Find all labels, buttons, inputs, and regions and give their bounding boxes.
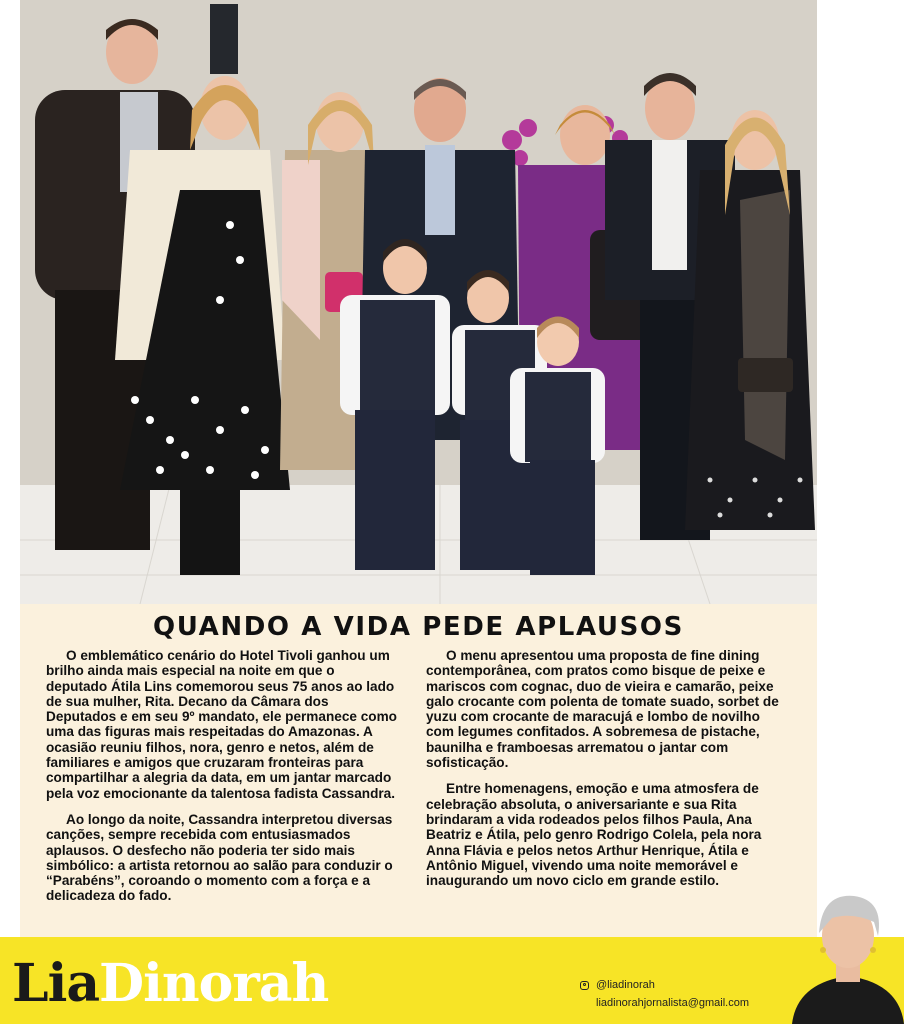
brand-first-name: Lia bbox=[12, 953, 100, 1014]
instagram-row[interactable] bbox=[580, 976, 749, 994]
family-photo-illustration bbox=[20, 0, 817, 604]
columnist-brand bbox=[12, 952, 328, 1016]
contact-info bbox=[580, 976, 749, 1012]
headline: QUANDO A VIDA PEDE APLAUSOS bbox=[153, 612, 684, 642]
paragraph: Ao longo da noite, Cassandra interpretou diversas canções, sempre recebida com entusiasmados aplausos. O desfecho não poderia ter sido mais simbólico: a artista retornou ao salão para conduzir o “Parabéns”, coroando o momento com a força e a delicadeza do fado. bbox=[46, 811, 393, 904]
instagram-icon bbox=[580, 981, 589, 990]
columnist-avatar bbox=[792, 888, 904, 1024]
instagram-handle[interactable]: @liadinorah bbox=[596, 979, 655, 991]
family-photo bbox=[20, 0, 817, 604]
email-address[interactable]: liadinorahjornalista@gmail.com bbox=[596, 997, 750, 1009]
article-right-column bbox=[426, 648, 784, 899]
paragraph: Entre homenagens, emoção e uma atmosfera de celebração absoluta, o aniversariante e sua Rita brindaram a vida rodeados pelos filhos Paula, Ana Beatriz e Átila, pelo genro Rodrigo Colela, pela nora Anna Flávia e pelos netos Arthur Henrique, Átila e Antônio Miguel, vivendo uma noite memorável e inaugurando um novo ciclo em grande estilo. bbox=[426, 781, 762, 889]
email-row[interactable] bbox=[580, 994, 749, 1012]
brand-last-name: Dinorah bbox=[99, 953, 329, 1014]
article-left-column bbox=[46, 648, 398, 915]
paragraph: O emblemático cenário do Hotel Tivoli ganhou um brilho ainda mais especial na noite em que o deputado Átila Lins comemorou seus 75 anos ao lado de sua mulher, Rita. Decano da Câmara dos Deputados e em seu 9º mandato, ele permanece como uma das figuras mais respeitadas do Amazonas. A ocasião reuniu filhos, nora, genro e netos, além de familiares e amigos que cruzaram fronteiras para compartilhar a alegria da data, em um jantar marcado pela voz emocionante da talentosa fadista Cassandra. bbox=[46, 648, 397, 801]
paragraph: O menu apresentou uma proposta de fine dining contemporânea, com pratos como bisque de peixe e mariscos com cognac, duo de vieira e camarão, peixe galo crocante com polenta de tomate suado, sorbet de yuzu com crocante de maracujá e lombo de novilho com legumes confitados. A sobremesa de pistache, baunilha e framboesas arrematou o jantar com sofisticação. bbox=[426, 648, 779, 771]
